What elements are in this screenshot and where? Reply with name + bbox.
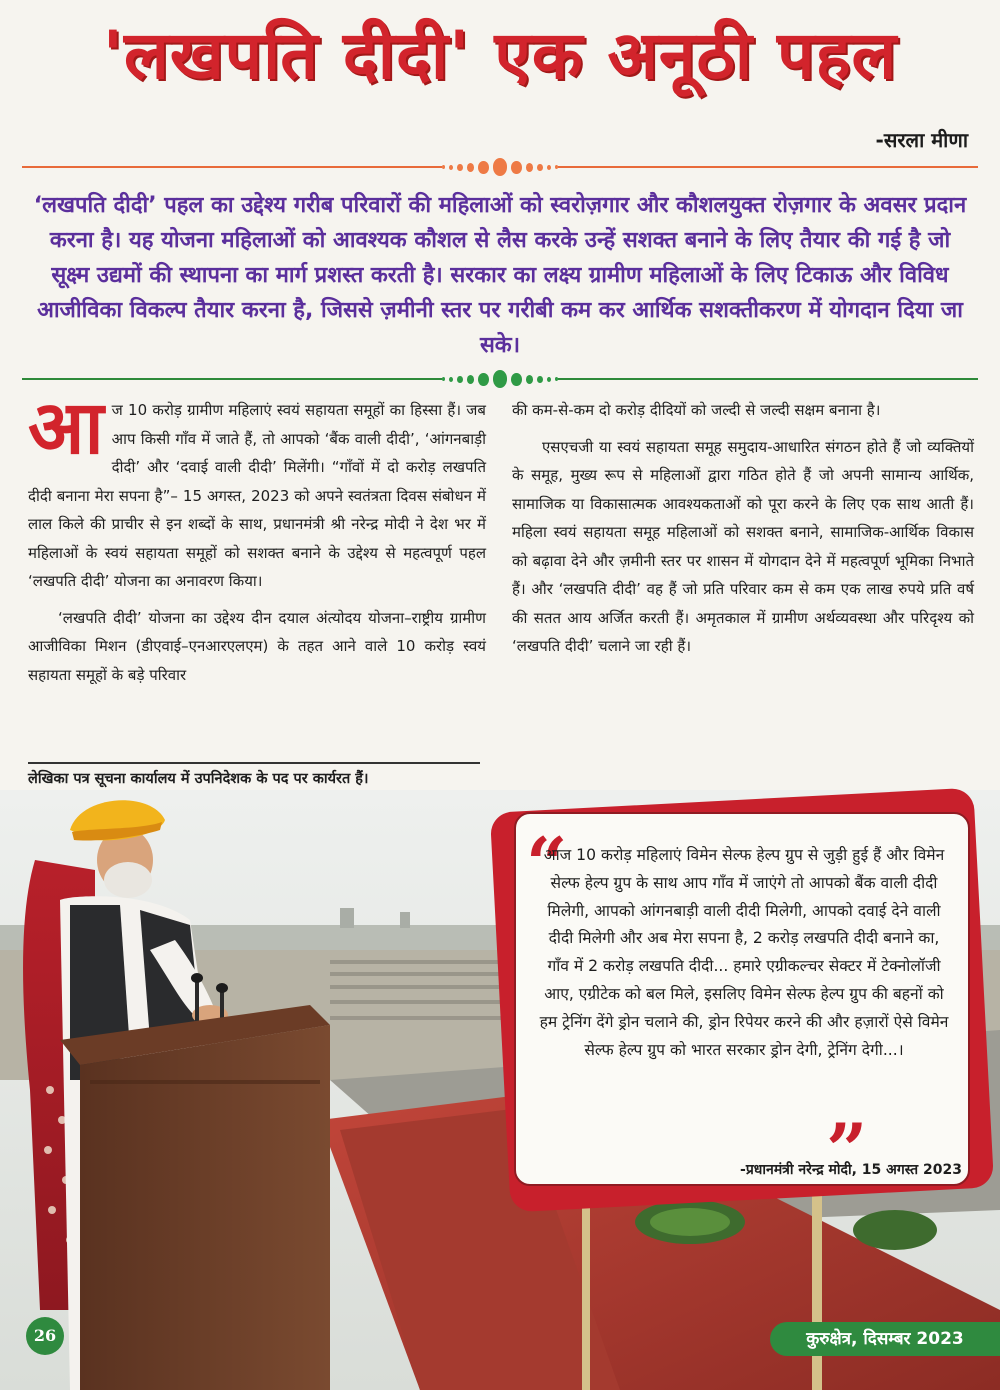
drop-cap: आ: [28, 385, 104, 471]
paragraph-text: ज 10 करोड़ ग्रामीण महिलाएं स्वयं सहायता समूहों का हिस्सा हैं। जब आप किसी गाँव में जाते हैं, तो आपको ‘बैंक वाली दीदी’, ‘आंगनबाड़ी दीदी’ और ‘दवाई वाली दीदी’ मिलेंगी। “गाँवों में दो करोड़ लखपति दीदी बनाना मेरा सपना है”– 15 अगस्त, 2023 को अपने स्वतंत्रता दिवस संबोधन में लाल किले की प्राचीर से इन शब्दों के साथ, प्रधानमंत्री श्री नरेन्द्र मोदी ने देश भर में महिलाओं के स्वयं सहायता समूहों को सशक्त बनाने के उद्देश्य से महत्वपूर्ण पहल ‘लखपति दीदी’ योजना का अनावरण किया।: [28, 401, 486, 590]
magazine-footer: कुरुक्षेत्र, दिसम्बर 2023: [770, 1322, 1000, 1356]
page-number: 26: [26, 1317, 64, 1355]
author-name: -सरला मीणा: [875, 128, 968, 152]
article-title: 'लखपति दीदी' एक अनूठी पहल: [102, 17, 898, 94]
open-quote-icon: “: [526, 821, 568, 906]
quote-attribution: -प्रधानमंत्री नरेन्द्र मोदी, 15 अगस्त 2023: [740, 1162, 962, 1178]
article-column-right: [512, 396, 974, 669]
paragraph: की कम-से-कम दो करोड़ दीदियों को जल्दी से जल्दी सक्षम बनाना है।: [512, 401, 881, 419]
note-rule: [28, 762, 480, 764]
paragraph: एसएचजी या स्वयं सहायता समूह समुदाय-आधारित संगठन होते हैं जो व्यक्तियों के समूह, मुख्य रूप से महिलाओं द्वारा गठित होते हैं जो अपनी सामान्य आर्थिक, सामाजिक या विकासात्मक आवश्यकताओं को पूरा करने के लिए एक साथ आती हैं। महिला स्वयं सहायता समूह महिलाओं को सशक्त बनाने, सामाजिक-आर्थिक विकास को बढ़ावा देने और ज़मीनी स्तर पर शासन में योगदान देने में महत्वपूर्ण भूमिका निभाते हैं। और ‘लखपति दीदी’ वह हैं जो प्रति परिवार कम से कम एक लाख रुपये प्रति वर्ष की सतत आय अर्जित करती हैं। अमृतकाल में ग्रामीण अर्थव्यवस्था और परिदृश्य को ‘लखपति दीदी’ चलाने जा रही हैं।: [512, 437, 974, 655]
paragraph: [28, 385, 486, 596]
intro-paragraph: ‘लखपति दीदी’ पहल का उद्देश्य गरीब परिवारों की महिलाओं को स्वरोज़गार और कौशलयुक्त रोज़गार के अवसर प्रदान करना है। यह योजना महिलाओं को आवश्यक कौशल से लैस करके उन्हें सशक्त बनाने के लिए तैयार की गई है जो सूक्ष्म उद्यमों की स्थापना का मार्ग प्रशस्त करती है। सरकार का लक्ष्य ग्रामीण महिलाओं के लिए टिकाऊ और विविध आजीविका विकल्प तैयार करना है, जिससे ज़मीनी स्तर पर गरीबी कम कर आर्थिक सशक्तीकरण में योगदान दिया जा सके।: [33, 193, 967, 358]
top-divider: [22, 156, 978, 178]
close-quote-icon: ”: [826, 1107, 868, 1192]
author-note: लेखिका पत्र सूचना कार्यालय में उपनिदेशक के पद पर कार्यरत हैं।: [28, 771, 369, 787]
quote-text: आज 10 करोड़ महिलाएं विमेन सेल्फ हेल्प ग्रुप से जुड़ी हुई हैं और विमेन सेल्फ हेल्प ग्रुप के साथ आप गाँव में जाएंगे तो आपको बैंक वाली दीदी मिलेगी, आपको आंगनबाड़ी वाली दीदी मिलेगी, आपको दवाई देने वाली दीदी मिलेगी और अब मेरा सपना है, 2 करोड़ लखपति दीदी बनाने का, गाँव में 2 करोड़ लखपति दीदी... हमारे एग्रीकल्चर सेक्टर में टेक्नोलॉजी आए, एग्रीटेक को बल मिले, इसलिए विमेन सेल्फ हेल्प ग्रुप की बहनों को हम ट्रेनिंग देंगे ड्रोन चलाने की, ड्रोन रिपेयर करने की और हज़ारों ऐसे विमेन सेल्फ हेल्प ग्रुप को भारत सरकार ड्रोन देगी, ट्रेनिंग देगी...।: [539, 846, 949, 1059]
article-column-left: [28, 385, 486, 697]
paragraph: ‘लखपति दीदी’ योजना का उद्देश्य दीन दयाल अंत्योदय योजना–राष्ट्रीय ग्रामीण आजीविका मिशन (डीएवाई–एनआरएलएम) के तहत आने वाले 10 करोड़ स्वयं सहायता समूहों के बड़े परिवार: [28, 608, 486, 684]
section-divider: [22, 368, 978, 390]
